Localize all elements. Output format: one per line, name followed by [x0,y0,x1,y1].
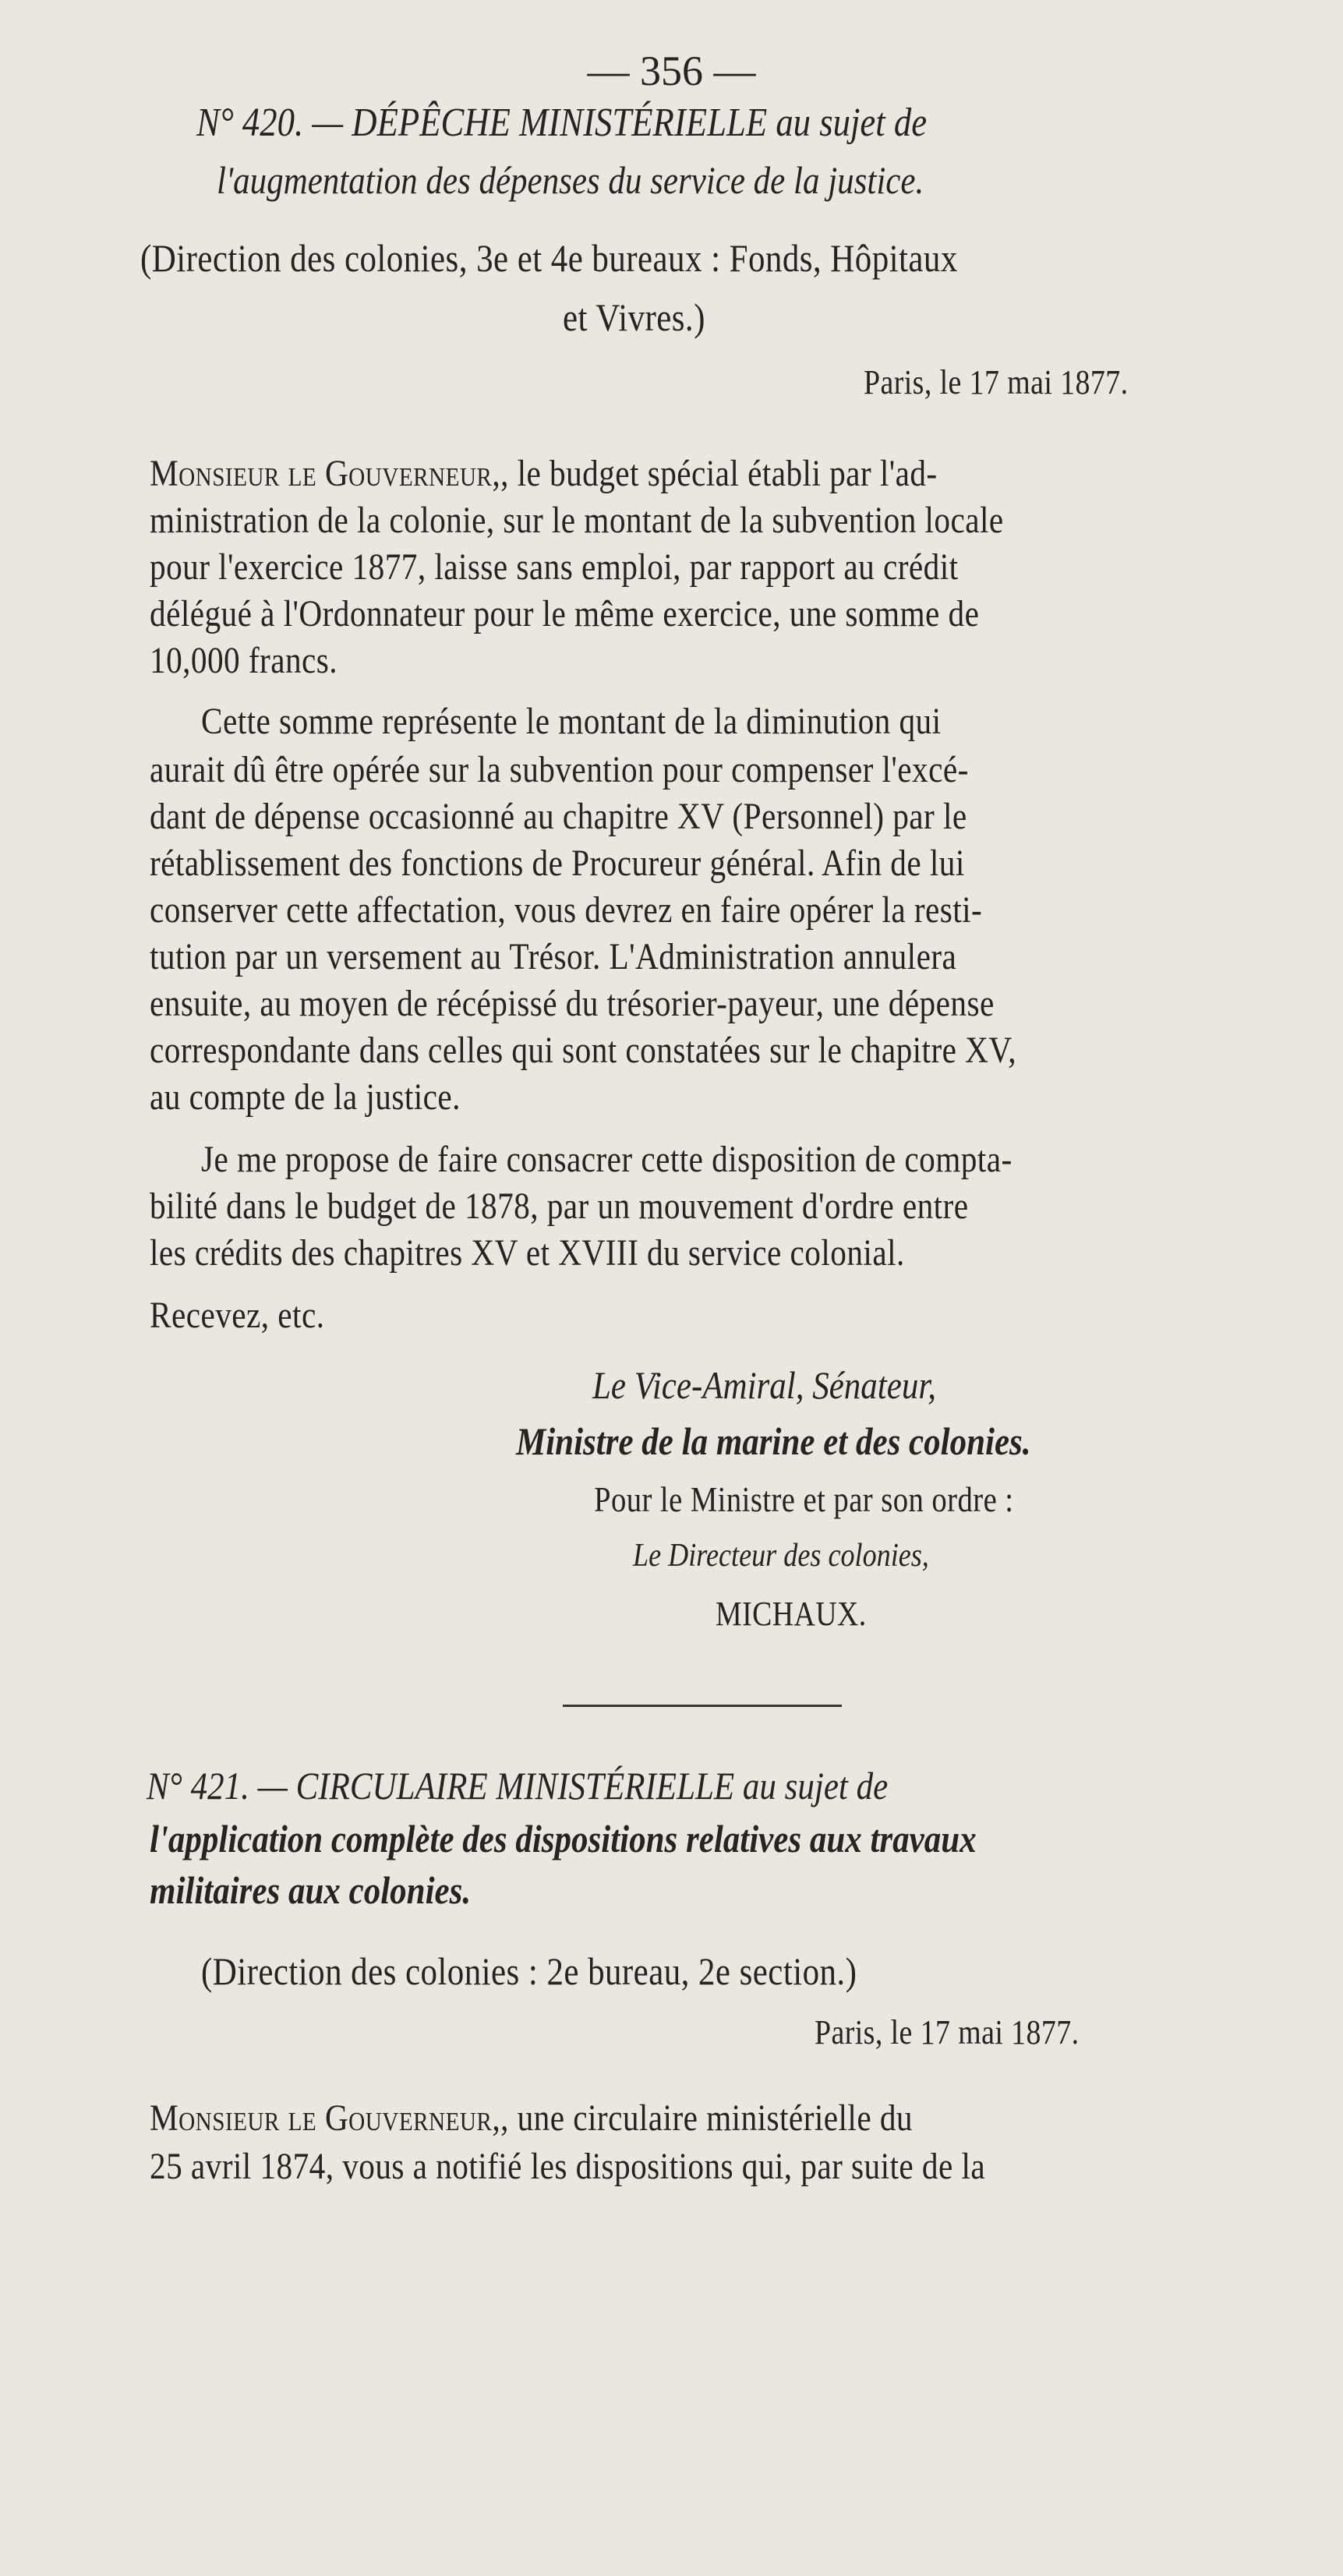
entry-421-dateline: Paris, le 17 mai 1877. [815,2013,1080,2051]
entry-421-direction: (Direction des colonies : 2e bureau, 2e section.) [201,1949,857,1993]
entry-420-dateline: Paris, le 17 mai 1877. [864,363,1129,401]
entry-421-heading-line1: N° 421. — CIRCULAIRE MINISTÉRIELLE au sujet de [147,1764,889,1807]
entry-420-para1-text: , le budget spécial établi par l'ad- [500,453,938,494]
entry-420-signature-line1: Le Vice-Amiral, Sénateur, [592,1363,937,1407]
entry-420-para1-line1 [150,452,938,495]
entry-420-para2-line7: ensuite, au moyen de récépissé du trésorier-payeur, une dépense [150,983,995,1024]
entry-420-heading-line1: N° 420. — DÉPÊCHE MINISTÉRIELLE au sujet de [196,101,928,145]
entry-420-salutation: Monsieur le Gouverneur, [150,453,501,494]
entry-420-para1-line4: délégué à l'Ordonnateur pour le même exercice, une somme de [150,593,980,634]
entry-420-para2-line9: au compte de la justice. [150,1076,461,1118]
entry-421-salutation: Monsieur le Gouverneur, [150,2097,501,2139]
section-divider-rule [563,1705,842,1707]
entry-420-para2-line8: correspondante dans celles qui sont constatées sur le chapitre XV, [150,1030,1017,1071]
entry-420-direction-line2: et Vivres.) [563,295,705,339]
entry-420-signature-line4: Le Directeur des colonies, [633,1538,929,1574]
entry-420-para2-line2: aurait dû être opérée sur la subvention pour compenser l'excé- [150,749,969,790]
entry-420-para2-line4: rétablissement des fonctions de Procureur général. Afin de lui [150,843,965,884]
entry-420-heading-line2: l'augmentation des dépenses du service de la justice. [217,158,924,202]
entry-420-para1-line2: ministration de la colonie, sur le montant de la subvention locale [150,500,1004,541]
entry-421-heading-line3: militaires aux colonies. [150,1868,472,1912]
entry-421-text-line1-rest: , une circulaire ministérielle du [500,2097,913,2139]
entry-420-para2-line3: dant de dépense occasionné au chapitre XV (Personnel) par le [150,796,967,837]
entry-420-para1-line5: 10,000 francs. [150,640,338,681]
entry-420-para3-line2: bilité dans le budget de 1878, par un mouvement d'ordre entre [150,1186,969,1227]
page-number: — 356 — [587,48,756,94]
entry-420-para2-line6: tution par un versement au Trésor. L'Administration annulera [150,936,957,977]
entry-420-direction-line1: (Direction des colonies, 3e et 4e bureaux : Fonds, Hôpitaux [140,236,958,280]
entry-420-signature-line5: MICHAUX. [716,1595,867,1633]
entry-421-text-line1 [150,2097,913,2140]
entry-420-signature-line2: Ministre de la marine et des colonies. [516,1419,1031,1463]
entry-421-text-line2: 25 avril 1874, vous a notifié les dispositions qui, par suite de la [150,2146,986,2187]
entry-420-para2-line5: conserver cette affectation, vous devrez en faire opérer la resti- [150,889,983,931]
entry-420-para1-line3: pour l'exercice 1877, laisse sans emploi, par rapport au crédit [150,546,959,588]
entry-420-para3-line3: les crédits des chapitres XV et XVIII du service colonial. [150,1232,905,1274]
entry-420-para2-line1: Cette somme représente le montant de la diminution qui [201,701,942,742]
entry-420-para3-line1: Je me propose de faire consacrer cette disposition de compta- [201,1139,1013,1180]
entry-421-heading-line2: l'application complète des dispositions relatives aux travaux [150,1817,977,1860]
entry-420-closing: Recevez, etc. [150,1295,325,1336]
entry-420-signature-line3: Pour le Ministre et par son ordre : [594,1480,1014,1519]
